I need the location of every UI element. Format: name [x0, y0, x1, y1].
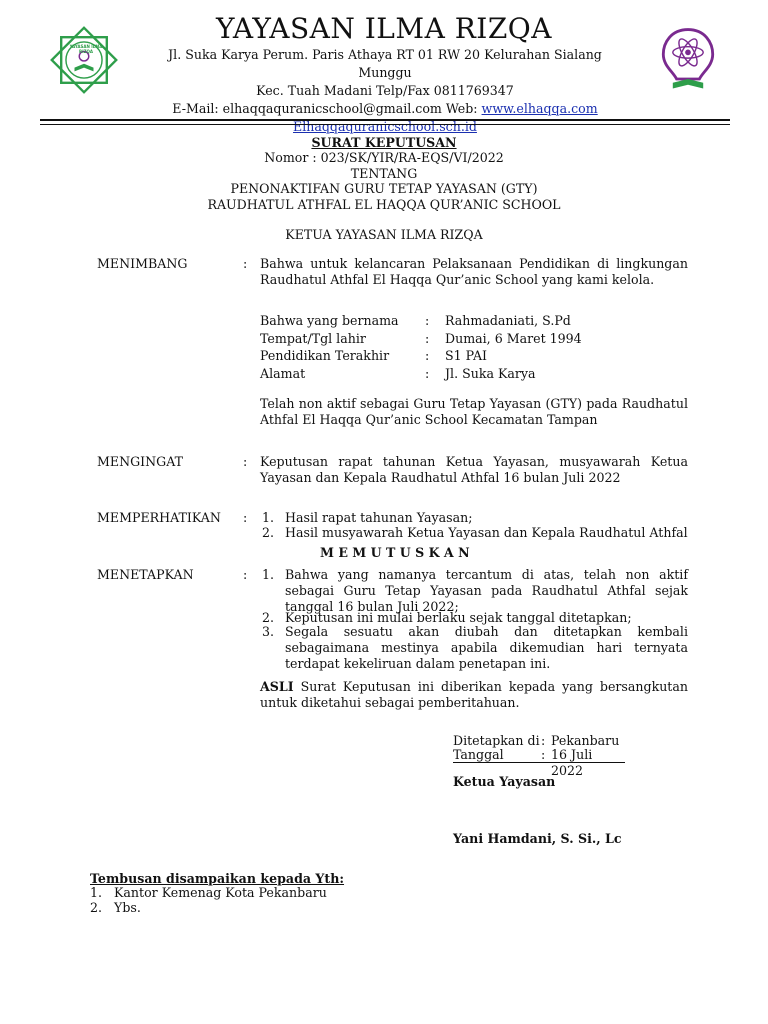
menimbang-colon: : — [243, 256, 248, 271]
field-colon-education: : — [425, 348, 430, 363]
menimbang-text: Bahwa untuk kelancaran Pelaksanaan Pendidikan di lingkungan Raudhatul Athfal El Haqqa Qur’anic School yang kami kelola. — [260, 256, 688, 287]
field-value-education: S1 PAI — [445, 348, 488, 363]
mengingat-text: Keputusan rapat tahunan Ketua Yayasan, musyawarah Ketua Yayasan dan Kepala Raudhatul Athfal 16 bulan Juli 2022 — [260, 454, 688, 485]
mengingat-colon: : — [243, 454, 248, 469]
memperhatikan-item-2: Hasil musyawarah Ketua Yayasan dan Kepala Raudhatul Athfal — [285, 525, 688, 540]
org-name: YAYASAN ILMA RIZQA — [216, 12, 552, 45]
contact-line — [140, 100, 630, 118]
subject-line-1: PENONAKTIFAN GURU TETAP YAYASAN (GTY) — [230, 181, 538, 196]
school-site-link[interactable]: Elhaqqaquranicschool.sch.id — [293, 119, 477, 134]
web-link[interactable]: www.elhaqqa.com — [481, 101, 598, 116]
letterhead-address — [140, 46, 630, 136]
header-divider-thin — [40, 124, 730, 125]
tembusan-num-1: 1. — [90, 885, 103, 900]
date-label: Tanggal — [453, 747, 504, 762]
asli-text: Surat Keputusan ini diberikan kepada yang bersangkutan untuk diketahui sebagai pemberitahuan. — [260, 679, 688, 710]
signer-position: Ketua Yayasan — [453, 774, 556, 789]
date-colon: : — [541, 747, 546, 762]
menetapkan-num-2: 2. — [262, 610, 275, 625]
mengingat-label: MENGINGAT — [97, 454, 184, 469]
field-colon-address: : — [425, 366, 430, 381]
memperhatikan-item-1: Hasil rapat tahunan Yayasan; — [285, 510, 473, 525]
status-text: Telah non aktif sebagai Guru Tetap Yayasan (GTY) pada Raudhatul Athfal El Haqqa Qur’anic School Kecamatan Tampan — [260, 396, 688, 427]
memperhatikan-num-2: 2. — [262, 525, 275, 540]
left-logo-text: YAYASAN ILMA RIZQA — [69, 44, 103, 54]
signer-name: Yani Hamdani, S. Si., Lc — [453, 831, 622, 846]
menetapkan-item-2: Keputusan ini mulai berlaku sejak tanggal ditetapkan; — [285, 610, 632, 625]
place-label: Ditetapkan di — [453, 733, 540, 748]
memutuskan-heading: M E M U T U S K A N — [320, 545, 470, 560]
header-divider-thick — [40, 119, 730, 121]
field-value-address: Jl. Suka Karya — [445, 366, 536, 381]
asli-bold: ASLI — [260, 679, 294, 694]
tembusan-num-2: 2. — [90, 900, 103, 915]
asli-paragraph — [260, 679, 688, 711]
memperhatikan-label: MEMPERHATIKAN — [97, 510, 221, 525]
address-line-1: Jl. Suka Karya Perum. Paris Athaya RT 01 RW 20 Kelurahan Sialang Munggu — [168, 47, 602, 80]
menetapkan-num-1: 1. — [262, 567, 275, 582]
tembusan-title: Tembusan disampaikan kepada Yth: — [90, 871, 345, 886]
issuer-heading: KETUA YAYASAN ILMA RIZQA — [285, 227, 483, 242]
menetapkan-label: MENETAPKAN — [97, 567, 194, 582]
place-colon: : — [541, 733, 546, 748]
field-label-education: Pendidikan Terakhir — [260, 348, 390, 363]
menetapkan-item-3: Segala sesuatu akan diubah dan ditetapkan kembali sebagaimana mestinya apabila dikemudian hari ternyata terdapat kekeliruan dalam penetapan ini. — [285, 624, 688, 671]
letter-number: Nomor : 023/SK/YIR/RA-EQS/VI/2022 — [264, 150, 504, 165]
letter-title: SURAT KEPUTUSAN — [311, 135, 457, 150]
menetapkan-num-3: 3. — [262, 624, 275, 639]
subject-line-2: RAUDHATUL ATHFAL EL HAQQA QUR’ANIC SCHOOL — [207, 197, 561, 212]
field-colon-name: : — [425, 313, 430, 328]
tembusan-item-1: Kantor Kemenag Kota Pekanbaru — [114, 885, 327, 900]
field-value-birth: Dumai, 6 Maret 1994 — [445, 331, 582, 346]
field-label-address: Alamat — [260, 366, 306, 381]
email-text: E-Mail: elhaqqaquranicschool@gmail.com Web: — [172, 101, 482, 116]
field-label-name: Bahwa yang bernama — [260, 313, 399, 328]
field-label-birth: Tempat/Tgl lahir — [260, 331, 366, 346]
date-row — [453, 747, 625, 778]
menetapkan-item-1: Bahwa yang namanya tercantum di atas, telah non aktif sebagai Guru Tetap Yayasan pada Raudhatul Athfal sejak tanggal 16 bulan Juli 2022; — [285, 567, 688, 614]
menimbang-label: MENIMBANG — [97, 256, 188, 271]
field-colon-birth: : — [425, 331, 430, 346]
date-value: 16 Juli 2022 — [551, 747, 593, 778]
address-line-2: Kec. Tuah Madani Telp/Fax 0811769347 — [256, 83, 514, 98]
field-value-name: Rahmadaniati, S.Pd — [445, 313, 571, 328]
place-value: Pekanbaru — [551, 733, 620, 748]
memperhatikan-num-1: 1. — [262, 510, 275, 525]
memperhatikan-colon: : — [243, 510, 248, 525]
menetapkan-colon: : — [243, 567, 248, 582]
letter-about: TENTANG — [350, 166, 418, 181]
tembusan-item-2: Ybs. — [114, 900, 141, 915]
